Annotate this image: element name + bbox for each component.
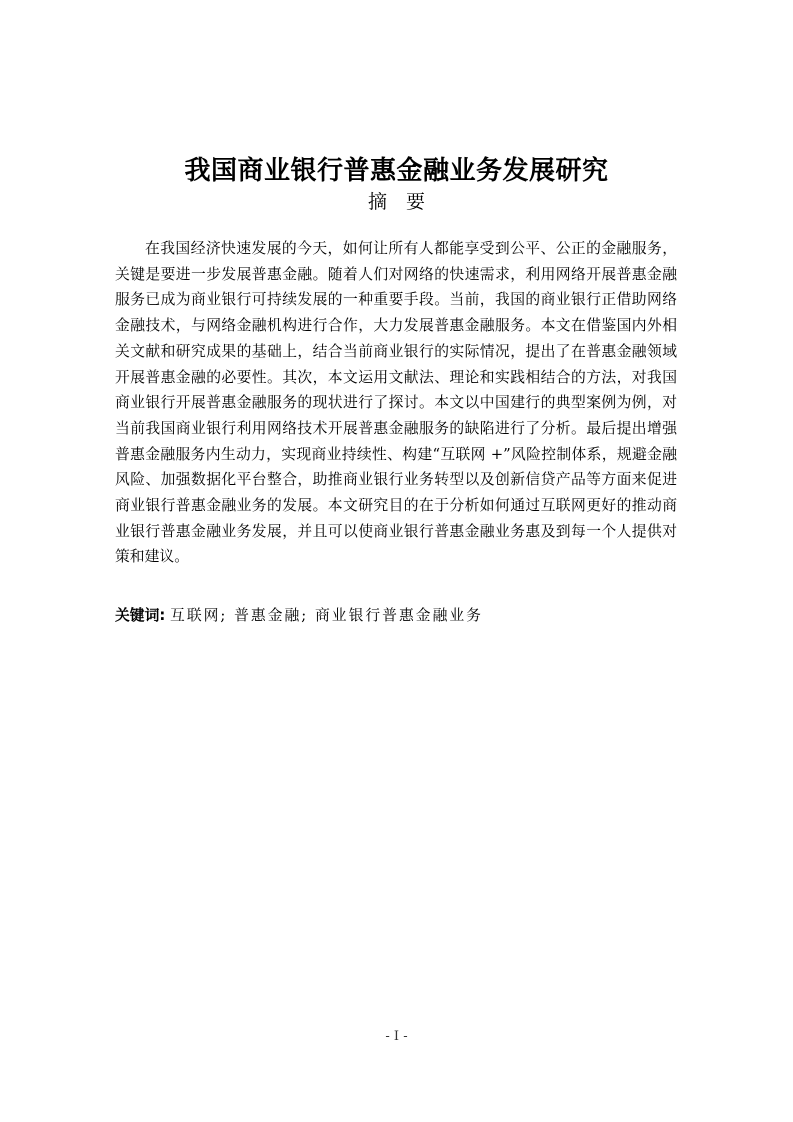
page-number: - I - — [385, 1029, 408, 1044]
document-title: 我国商业银行普惠金融业务发展研究 — [184, 156, 609, 186]
keywords-label: 关键词: — [115, 607, 166, 624]
keywords-list: 互联网; 普惠金融; 商业银行普惠金融业务 — [170, 607, 483, 624]
abstract-paragraph: 在我国经济快速发展的今天，如何让所有人都能享受到公平、公正的金融服务，关键是要进一步发展普惠金融。随着人们对网络的快速需求，利用网络开展普惠金融服务已成为商业银行可持续发展的一种重要手段。当前，我国的商业银行正借助网络金融技术，与网络金融机构进行合作，大力发展普惠金融服务。本文在借鉴国内外相关文献和研究成果的基础上，结合当前商业银行的实际情况，提出了在普惠金融领域开展普惠金融的必要性。其次，本文运用文献法、理论和实践相结合的方法，对我国商业银行开展普惠金融服务的现状进行了探讨。本文以中国建行的典型案例为例，对当前我国商业银行利用网络技术开展普惠金融服务的缺陷进行了分析。最后提出增强普惠金融服务内生动力，实现商业持续性、构建“互联网 +”风险控制体系，规避金融风险、加强数据化平台整合，助推商业银行业务转型以及创新信贷产品等方面来促进商业银行普惠金融业务的发展。本文研究目的在于分析如何通过互联网更好的推动商业银行普惠金融业务发展，并且可以使商业银行普惠金融业务惠及到每一个人提供对策和建议。 — [115, 240, 677, 566]
abstract-heading: 摘 要 — [367, 191, 425, 213]
keywords-line — [115, 604, 677, 628]
